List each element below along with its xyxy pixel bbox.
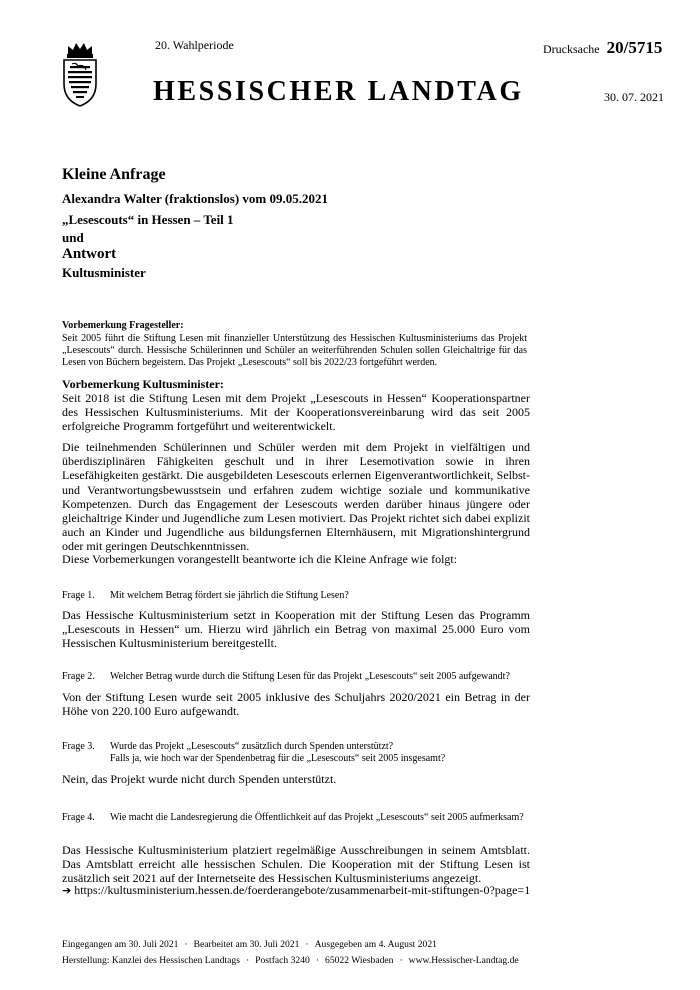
vorbemerkung-fragesteller-text: Seit 2005 führt die Stiftung Lesen mit finanzieller Unterstützung des Hessischen Kultusministeriums das Projekt „Lesescouts“ durch. Hessische Schülerinnen und Schüler an weiterführenden Schulen sollen Gleichaltrige für das Lesen von Büchern begeistern. Das Projekt „Lesescouts“ soll bis 2022/23 fortgeführt werden.	[62, 333, 527, 368]
vorbemerkung-paragraph: Die teilnehmenden Schülerinnen und Schüler werden mit dem Projekt in vielfältigen und überdisziplinären Fähigkeiten geschult und in ihrer Lesemotivation sowie in ihren Lesefähigkeiten gestärkt. Die ausgebildeten Lesescouts erlernen Eigenverantwortlichkeit, Selbst- und Verantwortungsbewusstsein und erfahren zudem wichtige soziale und kommunikative Kompetenzen. Durch das Engagement der Lesescouts werden darüber hinaus jüngere oder gleichaltrige Kinder und Jugendliche zum Lesen motiviert. Das Projekt richtet sich dabei explizit auch an Kinder und Jugendliche aus bildungsfernen Elternhäusern, mit Migrationshintergrund oder mit geringen Deutschkenntnissen.	[62, 440, 530, 554]
question-number: Frage 2.	[62, 671, 95, 682]
question-text-line: Falls ja, wie hoch war der Spendenbetrag für die „Lesescouts“ seit 2005 insgesamt?	[110, 753, 446, 764]
footer-ort: 65022 Wiesbaden	[325, 955, 394, 966]
drucksache-label: Drucksache	[543, 42, 600, 56]
drucksache	[543, 38, 662, 58]
footer-herstellung: Herstellung: Kanzlei des Hessischen Landtags	[62, 955, 240, 966]
footer-imprint	[62, 955, 519, 966]
und-line: und	[62, 230, 84, 245]
footer-separator: ·	[305, 939, 309, 950]
respondent-line: Kultusminister	[62, 265, 146, 280]
author-line: Alexandra Walter (fraktionslos) vom 09.05.2021	[62, 191, 329, 206]
question-number: Frage 1.	[62, 590, 95, 601]
footer-separator: ·	[245, 955, 250, 966]
arrow-right-icon: ➔	[62, 884, 72, 897]
vorbemerkung-paragraph: Diese Vorbemerkungen vorangestellt beantworte ich die Kleine Anfrage wie folgt:	[62, 552, 458, 566]
subject-line: „Lesescouts“ in Hessen – Teil 1	[62, 212, 234, 227]
footer-website-link[interactable]: www.Hessischer-Landtag.de	[408, 955, 519, 966]
wahlperiode: 20. Wahlperiode	[155, 38, 234, 52]
question-text-line: Wurde das Projekt „Lesescouts“ zusätzlich durch Spenden unterstützt?	[110, 741, 394, 752]
question-number: Frage 3.	[62, 741, 95, 752]
ministry-link-url[interactable]: https://kultusministerium.hessen.de/foerderangebote/zusammenarbeit-mit-stiftungen-0?page=1	[74, 883, 531, 897]
question-text: Wie macht die Landesregierung die Öffentlichkeit auf das Projekt „Lesescouts“ seit 2005 aufmerksam?	[110, 812, 524, 823]
footer-separator: ·	[315, 955, 320, 966]
drucksache-number: 20/5715	[606, 38, 663, 57]
question-text: Welcher Betrag wurde durch die Stiftung Lesen für das Projekt „Lesescouts“ seit 2005 aufgewandt?	[110, 671, 510, 682]
vorbemerkung-kultusminister-heading: Vorbemerkung Kultusminister:	[62, 377, 224, 391]
hessen-coat-of-arms-icon	[62, 40, 98, 108]
answer-2: Von der Stiftung Lesen wurde seit 2005 inklusive des Schuljahrs 2020/2021 ein Betrag in der Höhe von 220.100 Euro aufgewandt.	[62, 690, 530, 719]
page-title: HESSISCHER LANDTAG	[153, 76, 524, 107]
answer-1: Das Hessische Kultusministerium setzt in Kooperation mit der Stiftung Lesen das Programm „Lesescouts in Hessen“ um. Hierzu wird jährlich ein Betrag von maximal 25.000 Euro vom Hessischen Kultusministerium bereitgestellt.	[62, 608, 530, 651]
footer-postfach: Postfach 3240	[255, 955, 310, 966]
question-text	[110, 741, 532, 765]
document-date: 30. 07. 2021	[604, 90, 664, 104]
footer-separator: ·	[399, 955, 403, 966]
footer-ausgegeben: Ausgegeben am 4. August 2021	[314, 939, 437, 950]
vorbemerkung-fragesteller-heading: Vorbemerkung Fragesteller:	[62, 320, 184, 331]
answer-3: Nein, das Projekt wurde nicht durch Spenden unterstützt.	[62, 772, 337, 786]
question-number: Frage 4.	[62, 812, 95, 823]
answer-4: Das Hessische Kultusministerium platziert regelmäßige Ausschreibungen in seinem Amtsblatt. Das Amtsblatt erreicht alle hessischen Schulen. Die Kooperation mit der Stiftung Lesen ist zusätzlich seit 2021 auf der Internetseite des Hessischen Kultusministeriums angezeigt.	[62, 843, 530, 886]
question-text: Mit welchem Betrag fördert sie jährlich die Stiftung Lesen?	[110, 590, 349, 601]
footer-separator: ·	[184, 939, 188, 950]
ministry-link[interactable]	[62, 883, 530, 898]
footer-eingegangen: Eingegangen am 30. Juli 2021	[62, 939, 179, 950]
antwort-heading: Antwort	[62, 246, 117, 262]
kleine-anfrage-heading: Kleine Anfrage	[62, 166, 166, 183]
footer-bearbeitet: Bearbeitet am 30. Juli 2021	[193, 939, 300, 950]
vorbemerkung-paragraph: Seit 2018 ist die Stiftung Lesen mit dem Projekt „Lesescouts in Hessen“ Kooperationspartner des Hessischen Kultusministeriums. Mit der Kooperationsvereinbarung wird das seit 2005 erfolgreiche Programm fortgeführt und weiterentwickelt.	[62, 391, 530, 434]
footer-dates	[62, 939, 437, 950]
